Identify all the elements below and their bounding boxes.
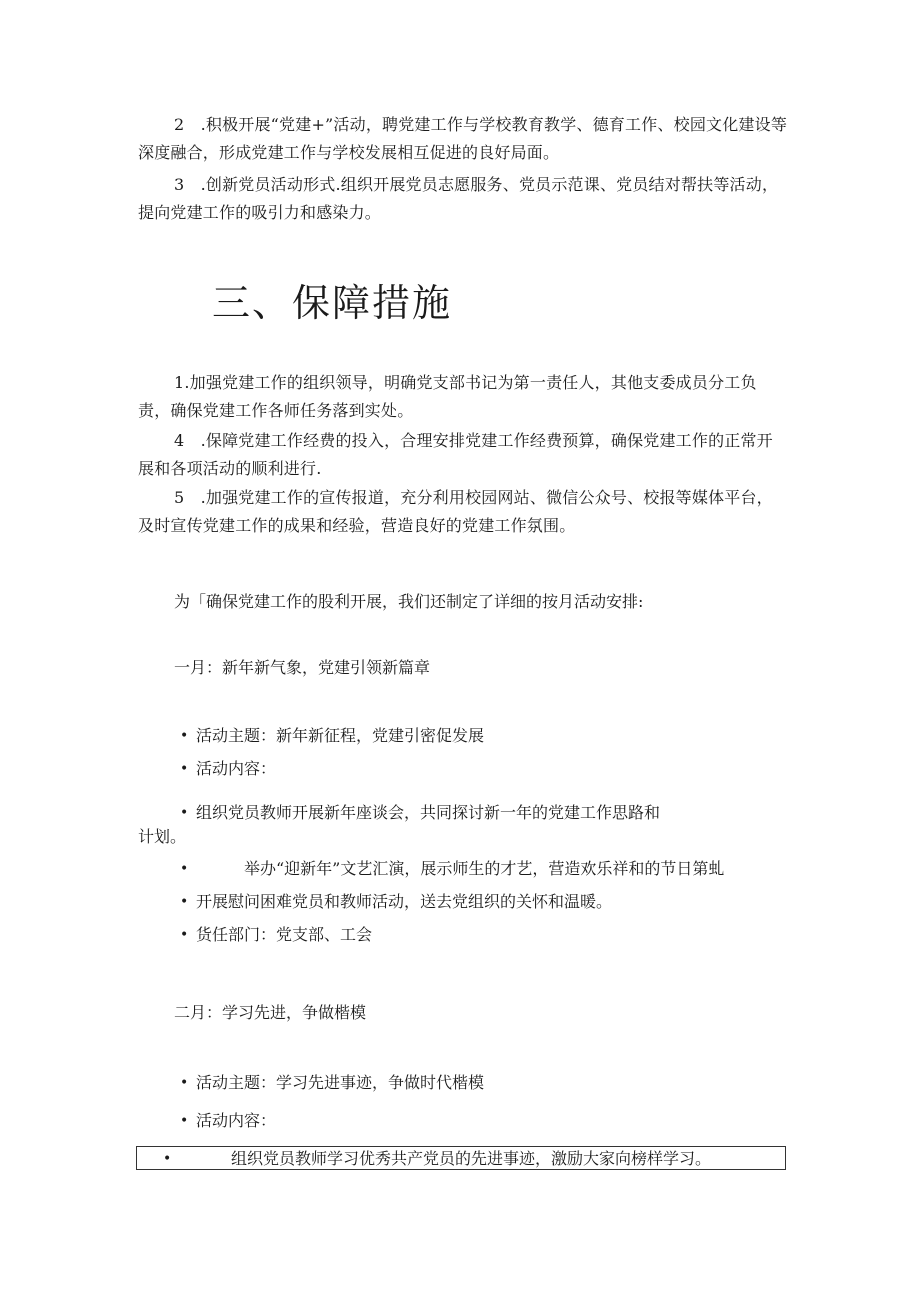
paragraph-measure-1: 1.加强党建工作的组织领导，明确党支部书记为第一责任人，其他支委成员分工负责，确保党建工作各师任务落到实处。: [138, 373, 757, 420]
january-item-1: 组织党员教师开展新年座谈会，共同探讨新一年的党建工作思路和: [196, 803, 661, 822]
february-theme: 活动主题：学习先进事迹，争做时代楷模: [196, 1073, 485, 1092]
bullet-mark: •: [180, 861, 189, 877]
bullet-mark: •: [180, 1075, 189, 1091]
month-title-february: 二月：学习先进，争做楷模: [174, 1003, 367, 1022]
january-item-2: 举办“迎新年”文艺汇演，展示师生的才艺，营造欢乐祥和的节日第虬: [244, 859, 725, 878]
paragraph-measure-4: 4 .保障党建工作经费的投入，合理安排党建工作经费预算，确保党建工作的正常开展和各项活动的顺利进行.: [138, 431, 773, 478]
february-content-label: 活动内容：: [196, 1111, 277, 1130]
bullet-mark: •: [180, 927, 189, 943]
february-item-1: 组织党员教师学习优秀共产党员的先进事迹，激励大家向榜样学习。: [231, 1149, 712, 1168]
january-theme: 活动主题：新年新征程，党建引密促发展: [196, 726, 485, 745]
bullet-mark: •: [163, 1151, 172, 1167]
bullet-mark: •: [180, 894, 189, 910]
january-content-label: 活动内容：: [196, 759, 277, 778]
bullet-mark: •: [180, 761, 189, 777]
paragraph-item-2: 2 .积极开展“党建+”活动，聘党建工作与学校教育教学、德育工作、校园文化建设等深度融合，形成党建工作与学校发展相互促进的良好局面。: [138, 115, 788, 162]
bullet-mark: •: [180, 728, 189, 744]
intro-line: 为「确保党建工作的股利开展，我们还制定了详细的按月活动安排:: [174, 592, 644, 611]
table-row: [136, 1146, 786, 1170]
bullet-mark: •: [180, 805, 189, 821]
january-item-1-cont: 计划。: [138, 827, 187, 846]
section-heading: 三、保障措施: [212, 281, 453, 325]
january-item-3: 开展慰问困难党员和教师活动，送去党组织的关怀和温暖。: [196, 892, 613, 911]
paragraph-measure-5: 5 .加强党建工作的宣传报道，充分利用校园网站、微信公众号、校报等媒体平台，及时宣传党建工作的成果和经验，营造良好的党建工作氛围。: [138, 488, 773, 535]
month-title-january: 一月：新年新气象，党建引领新篇章: [174, 658, 431, 677]
paragraph-item-3: 3 .创新党员活动形式.组织开展党员志愿服务、党员示范课、党员结对帮扶等活动，提向党建工作的吸引力和感染力。: [138, 175, 779, 222]
january-dept: 货任部门：党支部、工会: [196, 925, 373, 944]
bullet-mark: •: [180, 1113, 189, 1129]
